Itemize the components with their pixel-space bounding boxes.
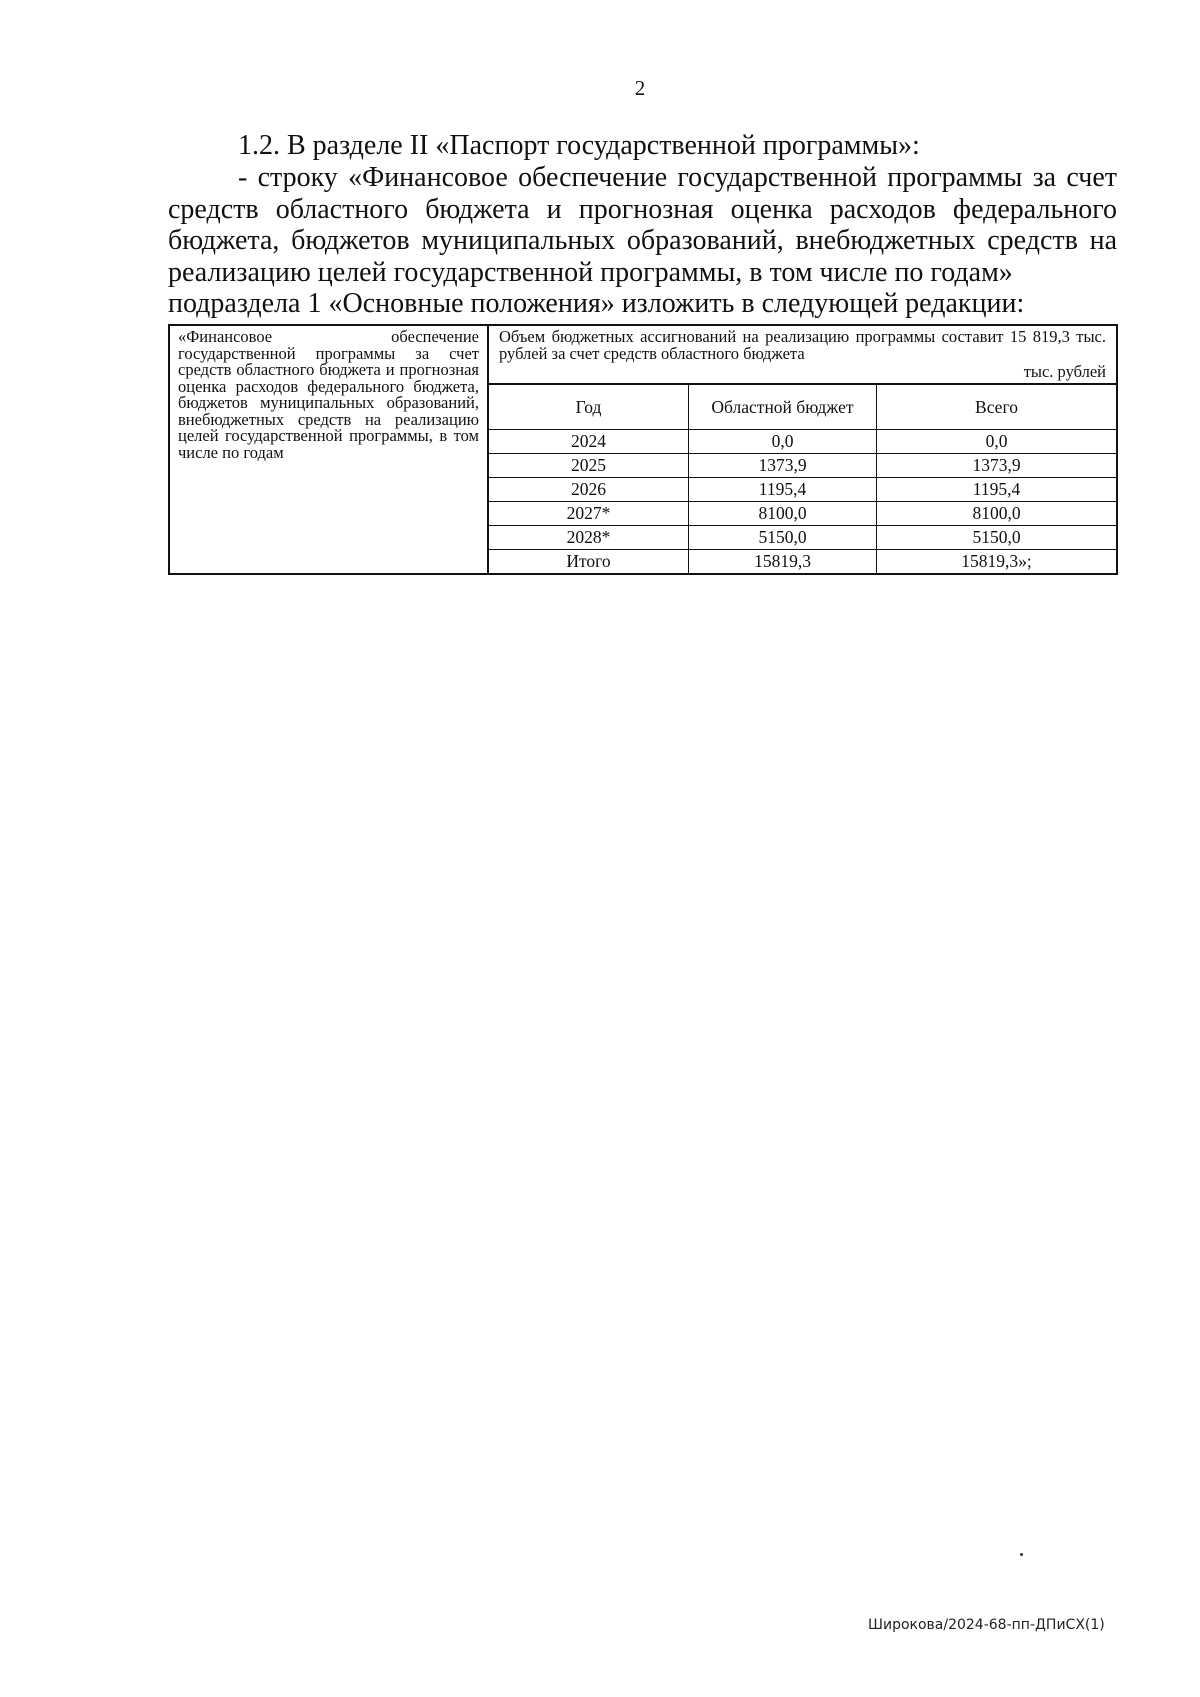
- page-number: 2: [634, 76, 646, 100]
- financing-label-text: «Финансовое обеспечение государственной программы за счет средств областного бюджета и прогнозная оценка расходов федерального бюджета, бюджетов муниципальных образований, внебюджетных средств на реализацию целей государственной программы, в том числе по годам: [178, 327, 479, 462]
- financing-values-cell: [488, 325, 1117, 574]
- unit-label: тыс. рублей: [1023, 362, 1106, 381]
- header-regional-budget: Областной бюджет: [689, 384, 877, 430]
- cell-regional-budget: 1195,4: [689, 477, 877, 501]
- table-row: [489, 477, 1116, 501]
- cell-year: Итого: [489, 549, 689, 573]
- section-heading: 1.2. В разделе II «Паспорт государственной программы»:: [238, 130, 920, 161]
- table-row: [489, 525, 1116, 549]
- cell-total: 0,0: [877, 429, 1117, 453]
- header-year: Год: [489, 384, 689, 430]
- cell-total: 15819,3»;: [877, 549, 1117, 573]
- table-row: [489, 453, 1116, 477]
- cell-year: 2024: [489, 429, 689, 453]
- intro-paragraph-last-line: подраздела 1 «Основные положения» изложить в следующей редакции:: [168, 288, 1025, 319]
- header-total: Всего: [877, 384, 1117, 430]
- yearly-budget-table: [489, 383, 1116, 573]
- table-row: [489, 501, 1116, 525]
- cell-regional-budget: 15819,3: [689, 549, 877, 573]
- cell-total: 8100,0: [877, 501, 1117, 525]
- cell-year: 2028*: [489, 525, 689, 549]
- table-row: [489, 549, 1116, 573]
- cell-year: 2027*: [489, 501, 689, 525]
- yearly-header-row: [489, 384, 1116, 430]
- cell-regional-budget: 5150,0: [689, 525, 877, 549]
- cell-total: 1373,9: [877, 453, 1117, 477]
- cell-regional-budget: 0,0: [689, 429, 877, 453]
- cell-total: 1195,4: [877, 477, 1117, 501]
- intro-paragraph-body: - строку «Финансовое обеспечение государственной программы за счет средств областного бюджета и прогнозная оценка расходов федерального бюджета, бюджетов муниципальных образований, внебюджетных средств на реализацию целей государственной программы, в том числе по годам»: [168, 162, 1117, 288]
- cell-total: 5150,0: [877, 525, 1117, 549]
- cell-regional-budget: 8100,0: [689, 501, 877, 525]
- cell-year: 2026: [489, 477, 689, 501]
- financing-label-cell: [169, 325, 488, 574]
- cell-regional-budget: 1373,9: [689, 453, 877, 477]
- document-code: Широкова/2024-68-пп-ДПиСХ(1): [868, 1617, 1105, 1633]
- intro-paragraph: [168, 162, 1117, 288]
- financing-table: [168, 324, 1118, 575]
- cell-year: 2025: [489, 453, 689, 477]
- table-row: [489, 429, 1116, 453]
- budget-allocation-text: Объем бюджетных ассигнований на реализацию программы составит 15 819,3 тыс. рублей за счет средств областного бюджета: [499, 327, 1106, 363]
- financing-table-row: [169, 325, 1117, 574]
- scan-dot: [1020, 1553, 1023, 1556]
